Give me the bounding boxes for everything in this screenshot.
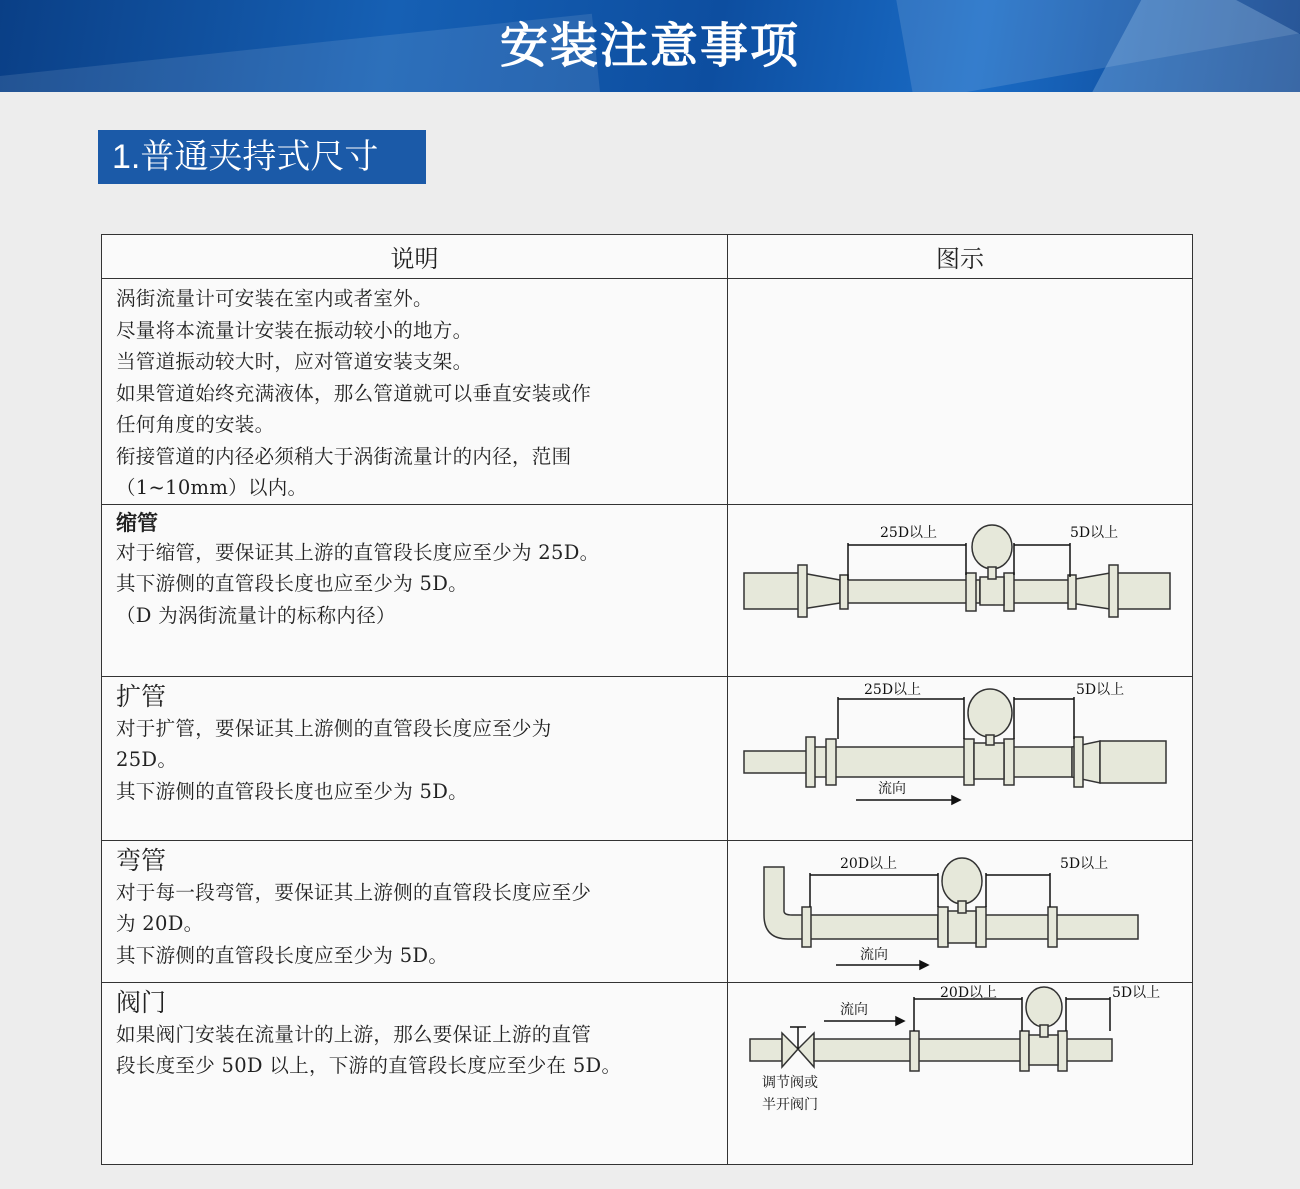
desc-line: 段长度至少 50D 以上，下游的直管段长度应至少在 5D。	[116, 1054, 622, 1077]
row-title: 阀门	[116, 988, 167, 1017]
desc-line: （1~10mm）以内。	[116, 476, 308, 499]
label-upstream: 20D以上	[940, 984, 998, 1001]
row-title: 缩管	[116, 510, 158, 535]
label-downstream: 5D以上	[1070, 524, 1119, 541]
page-title: 安装注意事项	[499, 18, 800, 74]
desc-line: 其下游侧的直管段长度也应至少为 5D。	[116, 779, 468, 803]
desc-line: 如果阀门安装在流量计的上游，那么要保证上游的直管	[116, 1022, 592, 1046]
row-general-figure	[728, 279, 1193, 505]
desc-line: 对于扩管，要保证其上游侧的直管段长度应至少为	[116, 716, 552, 740]
table-row	[102, 982, 1193, 1164]
table-row	[102, 840, 1193, 982]
installation-table	[101, 234, 1193, 1165]
label-valve-line2: 半开阀门	[762, 1096, 818, 1113]
label-downstream: 5D以上	[1112, 984, 1161, 1001]
desc-line: 为 20D。	[116, 912, 204, 935]
row-elbow-desc	[102, 840, 728, 982]
row-title: 弯管	[116, 846, 167, 875]
reducer-diagram	[728, 504, 1193, 676]
col-header-figure: 图示	[728, 235, 1193, 279]
desc-line: 对于缩管，要保证其上游的直管段长度应至少为 25D。	[116, 540, 600, 564]
desc-line: 25D。	[116, 748, 178, 771]
desc-line: 当管道振动较大时，应对管道安装支架。	[116, 350, 473, 373]
table-row	[102, 676, 1193, 840]
desc-line: 尽量将本流量计安装在振动较小的地方。	[116, 318, 473, 342]
expander-diagram	[728, 676, 1193, 840]
label-upstream: 20D以上	[840, 855, 898, 872]
row-valve-desc	[102, 982, 728, 1164]
row-general-desc	[102, 279, 728, 505]
col-header-description: 说明	[102, 235, 728, 279]
row-expander-desc	[102, 676, 728, 840]
desc-line: 其下游侧的直管段长度也应至少为 5D。	[116, 572, 468, 595]
table-header-row	[102, 235, 1193, 279]
desc-line: 对于每一段弯管，要保证其上游侧的直管段长度应至少	[116, 880, 592, 904]
label-flow: 流向	[840, 1001, 868, 1018]
desc-line: 其下游侧的直管段长度应至少为 5D。	[116, 943, 449, 967]
label-valve-line1: 调节阀或	[762, 1074, 818, 1091]
section-title: 1.普通夹持式尺寸	[98, 130, 426, 184]
valve-diagram	[728, 982, 1193, 1164]
elbow-diagram	[728, 840, 1193, 982]
desc-line: 任何角度的安装。	[116, 413, 275, 436]
label-upstream: 25D以上	[880, 524, 938, 541]
label-downstream: 5D以上	[1076, 681, 1125, 698]
table-row	[102, 279, 1193, 505]
header-banner	[0, 0, 1300, 92]
label-flow: 流向	[878, 780, 906, 797]
row-reducer-desc	[102, 504, 728, 676]
table-row	[102, 504, 1193, 676]
desc-line: 涡街流量计可安装在室内或者室外。	[116, 287, 433, 310]
label-upstream: 25D以上	[864, 681, 922, 698]
label-flow: 流向	[860, 946, 888, 963]
row-title: 扩管	[116, 682, 167, 711]
desc-line: 衔接管道的内径必须稍大于涡街流量计的内径，范围	[116, 444, 572, 468]
desc-line: 如果管道始终充满液体，那么管道就可以垂直安装或作	[116, 381, 592, 405]
desc-line: （D 为涡街流量计的标称内径）	[116, 603, 396, 627]
label-downstream: 5D以上	[1060, 855, 1109, 872]
